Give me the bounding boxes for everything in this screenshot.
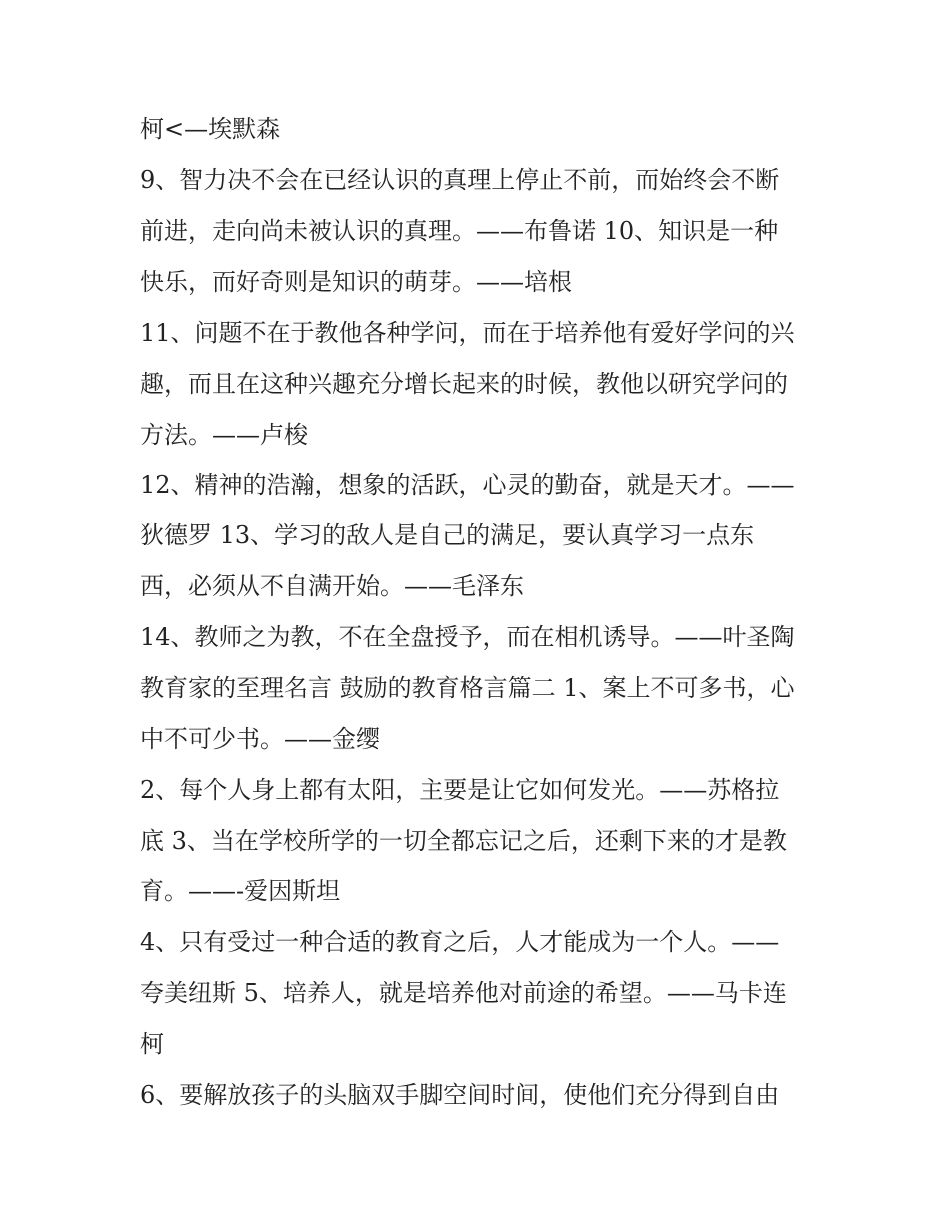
text-line-11: 14、教师之为教，不在全盘授予，而在相机诱导。——叶圣陶 (140, 623, 795, 651)
text-line-16: 育。——-爱因斯坦 (140, 877, 341, 905)
text-line-6: 趣，而且在这种兴趣充分增长起来的时候，教他以研究学问的 (140, 370, 788, 398)
text-line-15: 底 3、当在学校所学的一切全都忘记之后，还剩下来的才是教 (140, 827, 787, 855)
text-line-2: 9、智力决不会在已经认识的真理上停止不前，而始终会不断 (140, 166, 780, 194)
text-line-4: 快乐，而好奇则是知识的萌芽。——培根 (140, 268, 572, 296)
text-line-5: 11、问题不在于教他各种学问，而在于培养他有爱好学问的兴 (140, 319, 795, 347)
text-line-9: 狄德罗 13、学习的敌人是自己的满足，要认真学习一点东 (140, 521, 755, 549)
text-line-1: 柯<—埃默森 (140, 115, 281, 143)
text-line-10: 西，必须从不自满开始。——毛泽东 (140, 572, 524, 600)
text-line-17: 4、只有受过一种合适的教育之后，人才能成为一个人。—— (140, 928, 780, 956)
text-line-12: 教育家的至理名言 鼓励的教育格言篇二 1、案上不可多书，心 (140, 674, 795, 702)
text-line-3: 前进，走向尚未被认识的真理。——布鲁诺 10、知识是一种 (140, 217, 779, 245)
text-line-20: 6、要解放孩子的头脑双手脚空间时间，使他们充分得到自由 (140, 1081, 780, 1109)
text-line-13: 中不可少书。——金缨 (140, 725, 380, 753)
text-line-18: 夸美纽斯 5、培养人，就是培养他对前途的希望。——马卡连 (140, 979, 787, 1007)
text-line-8: 12、精神的浩瀚，想象的活跃，心灵的勤奋，就是天才。—— (140, 471, 795, 499)
text-line-7: 方法。——卢梭 (140, 421, 308, 449)
text-line-14: 2、每个人身上都有太阳，主要是让它如何发光。——苏格拉 (140, 776, 780, 804)
text-line-19: 柯 (140, 1030, 164, 1058)
